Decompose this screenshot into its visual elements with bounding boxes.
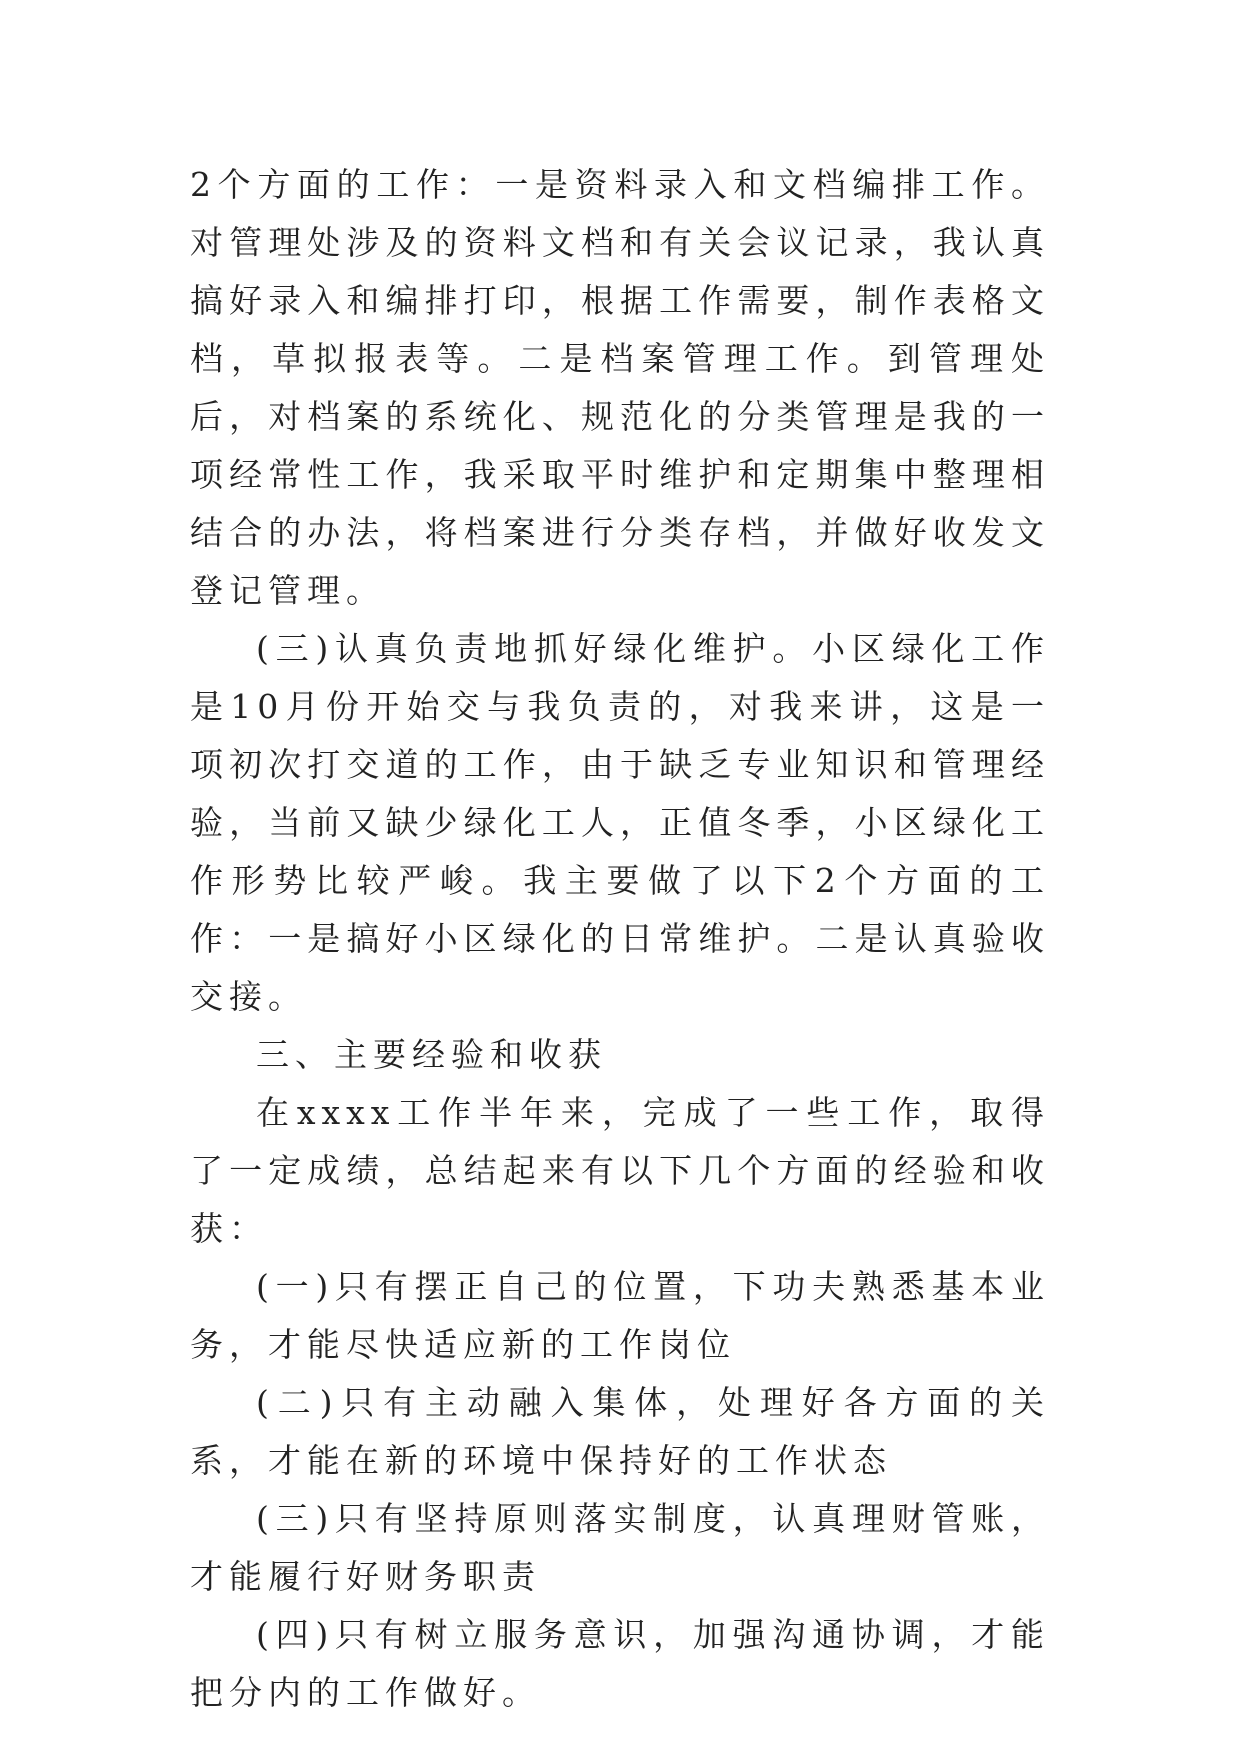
section-heading-experience: 三、主要经验和收获 [256,1035,607,1074]
paragraph-archive-work: 2个方面的工作：一是资料录入和文档编排工作。对管理处涉及的资料文档和有关会议记录，我认真搞好录入和编排打印，根据工作需要，制作表格文档，草拟报表等。二是档案管理工作。到管理处后，对档案的系统化、规范化的分类管理是我的一项经常性工作，我采取平时维护和定期集中整理相结合的办法，将档案进行分类存档，并做好收发文登记管理。 [190,165,1050,610]
list-item-experience-1: (一)只有摆正自己的位置，下功夫熟悉基本业务，才能尽快适应新的工作岗位 [190,1267,1050,1364]
document-body [190,156,1050,1722]
list-item-experience-3: (三)只有坚持原则落实制度，认真理财管账，才能履行好财务职责 [190,1499,1050,1596]
paragraph-greening-maintenance: (三)认真负责地抓好绿化维护。小区绿化工作是10月份开始交与我负责的，对我来讲，这是一项初次打交道的工作，由于缺乏专业知识和管理经验，当前又缺少绿化工人，正值冬季，小区绿化工作形势比较严峻。我主要做了以下2个方面的工作：一是搞好小区绿化的日常维护。二是认真验收交接。 [190,629,1050,1016]
list-item-experience-4: (四)只有树立服务意识，加强沟通协调，才能把分内的工作做好。 [190,1615,1050,1712]
paragraph-experience-intro: 在xxxx工作半年来，完成了一些工作，取得了一定成绩，总结起来有以下几个方面的经验和收获： [190,1093,1050,1248]
list-item-experience-2: (二)只有主动融入集体，处理好各方面的关系，才能在新的环境中保持好的工作状态 [190,1383,1050,1480]
